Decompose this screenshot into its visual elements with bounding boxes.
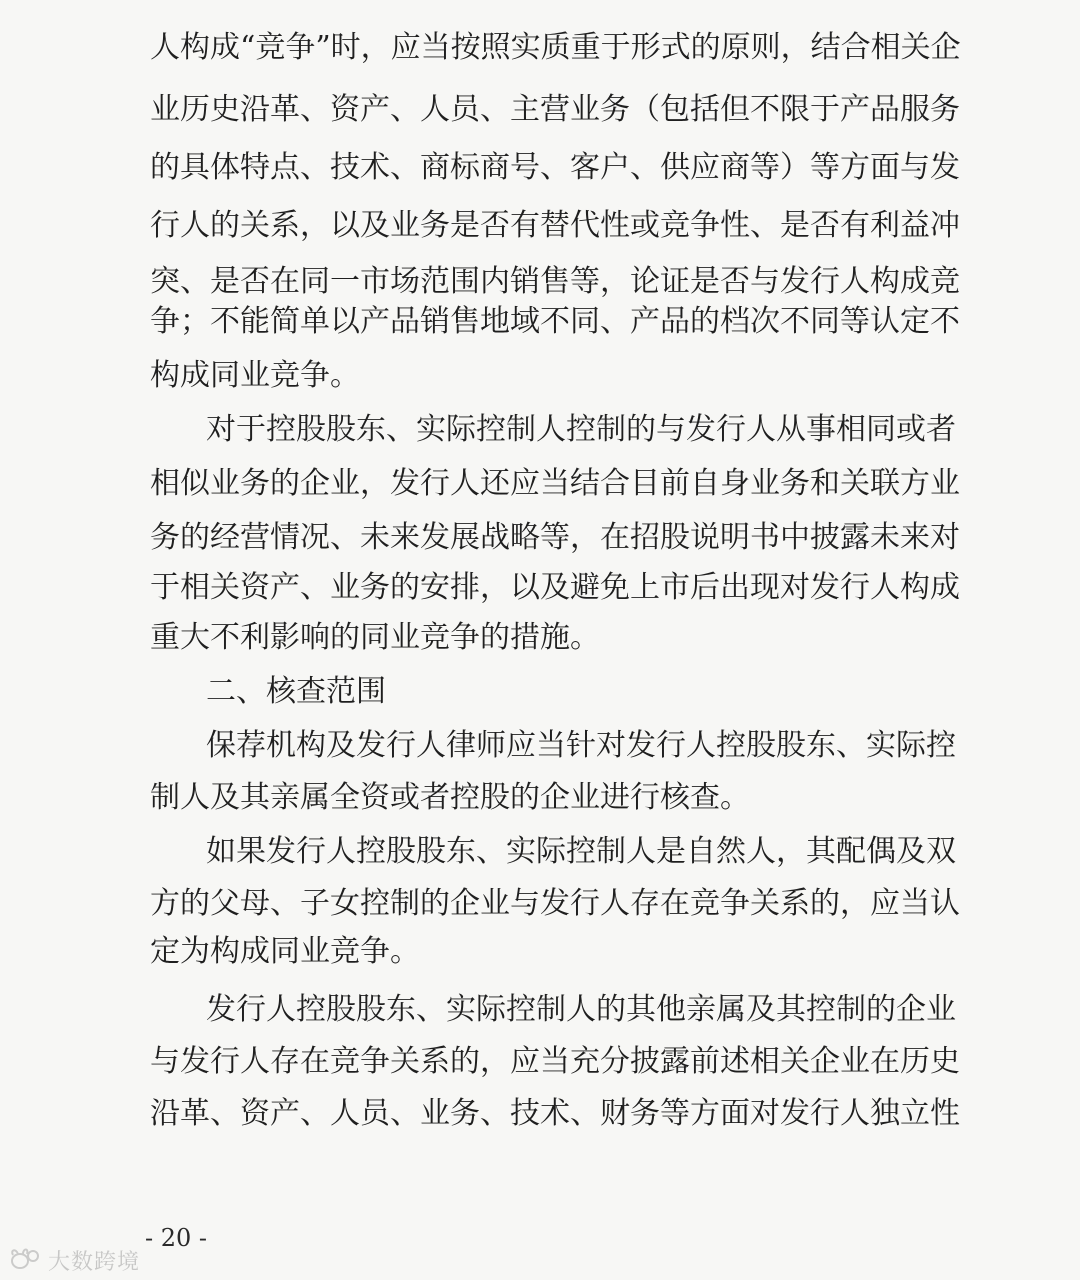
text-line: 的具体特点、技术、商标商号、客户、供应商等）等方面与发 <box>150 150 960 185</box>
watermark-text: 大数跨境 <box>48 1249 141 1275</box>
text-line: 构成同业竞争。 <box>150 358 360 393</box>
text-line: 行人的关系，以及业务是否有替代性或竞争性、是否有利益冲 <box>150 208 960 243</box>
paragraph-first-line: 如果发行人控股股东、实际控制人是自然人，其配偶及双 <box>206 834 956 869</box>
text-line: 人构成“竞争”时，应当按照实质重于形式的原则，结合相关企 <box>150 30 961 65</box>
text-line: 务的经营情况、未来发展战略等，在招股说明书中披露未来对 <box>150 520 960 555</box>
text-line: 沿革、资产、人员、业务、技术、财务等方面对发行人独立性 <box>150 1096 960 1131</box>
bee-logo-icon <box>8 1246 42 1274</box>
page-number: - 20 - <box>145 1224 208 1252</box>
section-heading: 二、核查范围 <box>206 674 386 709</box>
text-line: 突、是否在同一市场范围内销售等，论证是否与发行人构成竞 <box>150 264 960 299</box>
text-line: 与发行人存在竞争关系的，应当充分披露前述相关企业在历史 <box>150 1044 960 1079</box>
text-line: 争；不能简单以产品销售地域不同、产品的档次不同等认定不 <box>150 304 960 339</box>
text-line: 制人及其亲属全资或者控股的企业进行核查。 <box>150 780 750 815</box>
text-line: 重大不利影响的同业竞争的措施。 <box>150 620 600 655</box>
paragraph-first-line: 保荐机构及发行人律师应当针对发行人控股股东、实际控 <box>206 728 956 763</box>
paragraph-first-line: 发行人控股股东、实际控制人的其他亲属及其控制的企业 <box>206 992 956 1027</box>
text-line: 方的父母、子女控制的企业与发行人存在竞争关系的，应当认 <box>150 886 960 921</box>
paragraph-first-line: 对于控股股东、实际控制人控制的与发行人从事相同或者 <box>206 412 956 447</box>
text-line: 于相关资产、业务的安排，以及避免上市后出现对发行人构成 <box>150 570 960 605</box>
watermark <box>8 1244 140 1276</box>
text-line: 相似业务的企业，发行人还应当结合目前自身业务和关联方业 <box>150 466 960 501</box>
text-line: 定为构成同业竞争。 <box>150 934 420 969</box>
text-line: 业历史沿革、资产、人员、主营业务（包括但不限于产品服务 <box>150 92 960 127</box>
